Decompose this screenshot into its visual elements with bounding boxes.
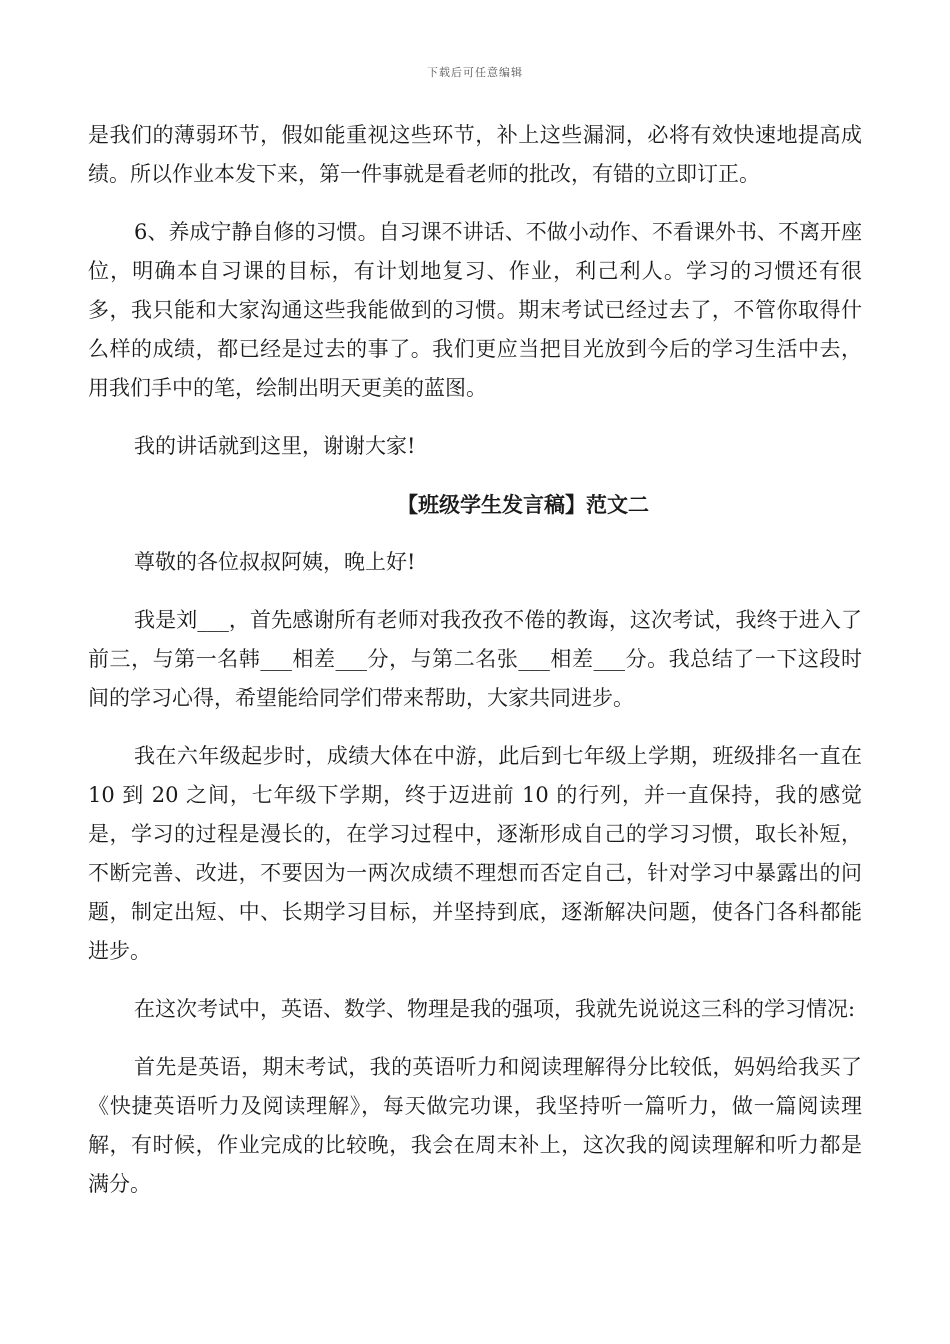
paragraph-continuation: 是我们的薄弱环节，假如能重视这些环节，补上这些漏洞，必将有效快速地提高成绩。所以作业本发下来，第一件事就是看老师的批改，有错的立即订正。: [88, 123, 862, 186]
paragraph-greeting: 尊敬的各位叔叔阿姨，晚上好!: [134, 550, 416, 574]
paragraph-english: 首先是英语，期末考试，我的英语听力和阅读理解得分比较低，妈妈给我买了《快捷英语听力及阅读理解》，每天做完功课，我坚持听一篇听力，做一篇阅读理解，有时候，作业完成的比较晚，我会在周末补上，这次我的阅读理解和听力都是满分。: [88, 1055, 862, 1196]
header-note: 下载后可任意编辑: [427, 66, 523, 79]
paragraph-introduction: 我是刘___，首先感谢所有老师对我孜孜不倦的教诲，这次考试，我终于进入了前三，与第一名韩___相差___分，与第二名张___相差___分。我总结了一下这段时间的学习心得，希望能给同学们带来帮助，大家共同进步。: [88, 608, 862, 710]
document-body: [88, 116, 862, 1223]
paragraph-closing: 我的讲话就到这里，谢谢大家!: [134, 434, 416, 458]
section-title: 【班级学生发言稿】范文二: [397, 492, 649, 517]
paragraph-habit-6: 6、养成宁静自修的习惯。自习课不讲话、不做小动作、不看课外书、不离开座位，明确本自习课的目标，有计划地复习、作业，利己利人。学习的习惯还有很多，我只能和大家沟通这些我能做到的习惯。期末考试已经过去了，不管你取得什么样的成绩，都已经是过去的事了。我们更应当把目光放到今后的学习生活中去，用我们手中的笔，绘制出明天更美的蓝图。: [88, 220, 862, 400]
paragraph-progress: 我在六年级起步时，成绩大体在中游，此后到七年级上学期，班级排名一直在 10 到 20 之间，七年级下学期，终于迈进前 10 的行列，并一直保持，我的感觉是，学习的过程是漫长的，在学习过程中，逐渐形成自己的学习习惯，取长补短，不断完善、改进，不要因为一两次成绩不理想而否定自己，针对学习中暴露出的问题，制定出短、中、长期学习目标，并坚持到底，逐渐解决问题，使各门各科都能进步。: [88, 744, 862, 963]
paragraph-strengths: 在这次考试中，英语、数学、物理是我的强项，我就先说说这三科的学习情况:: [134, 997, 856, 1021]
